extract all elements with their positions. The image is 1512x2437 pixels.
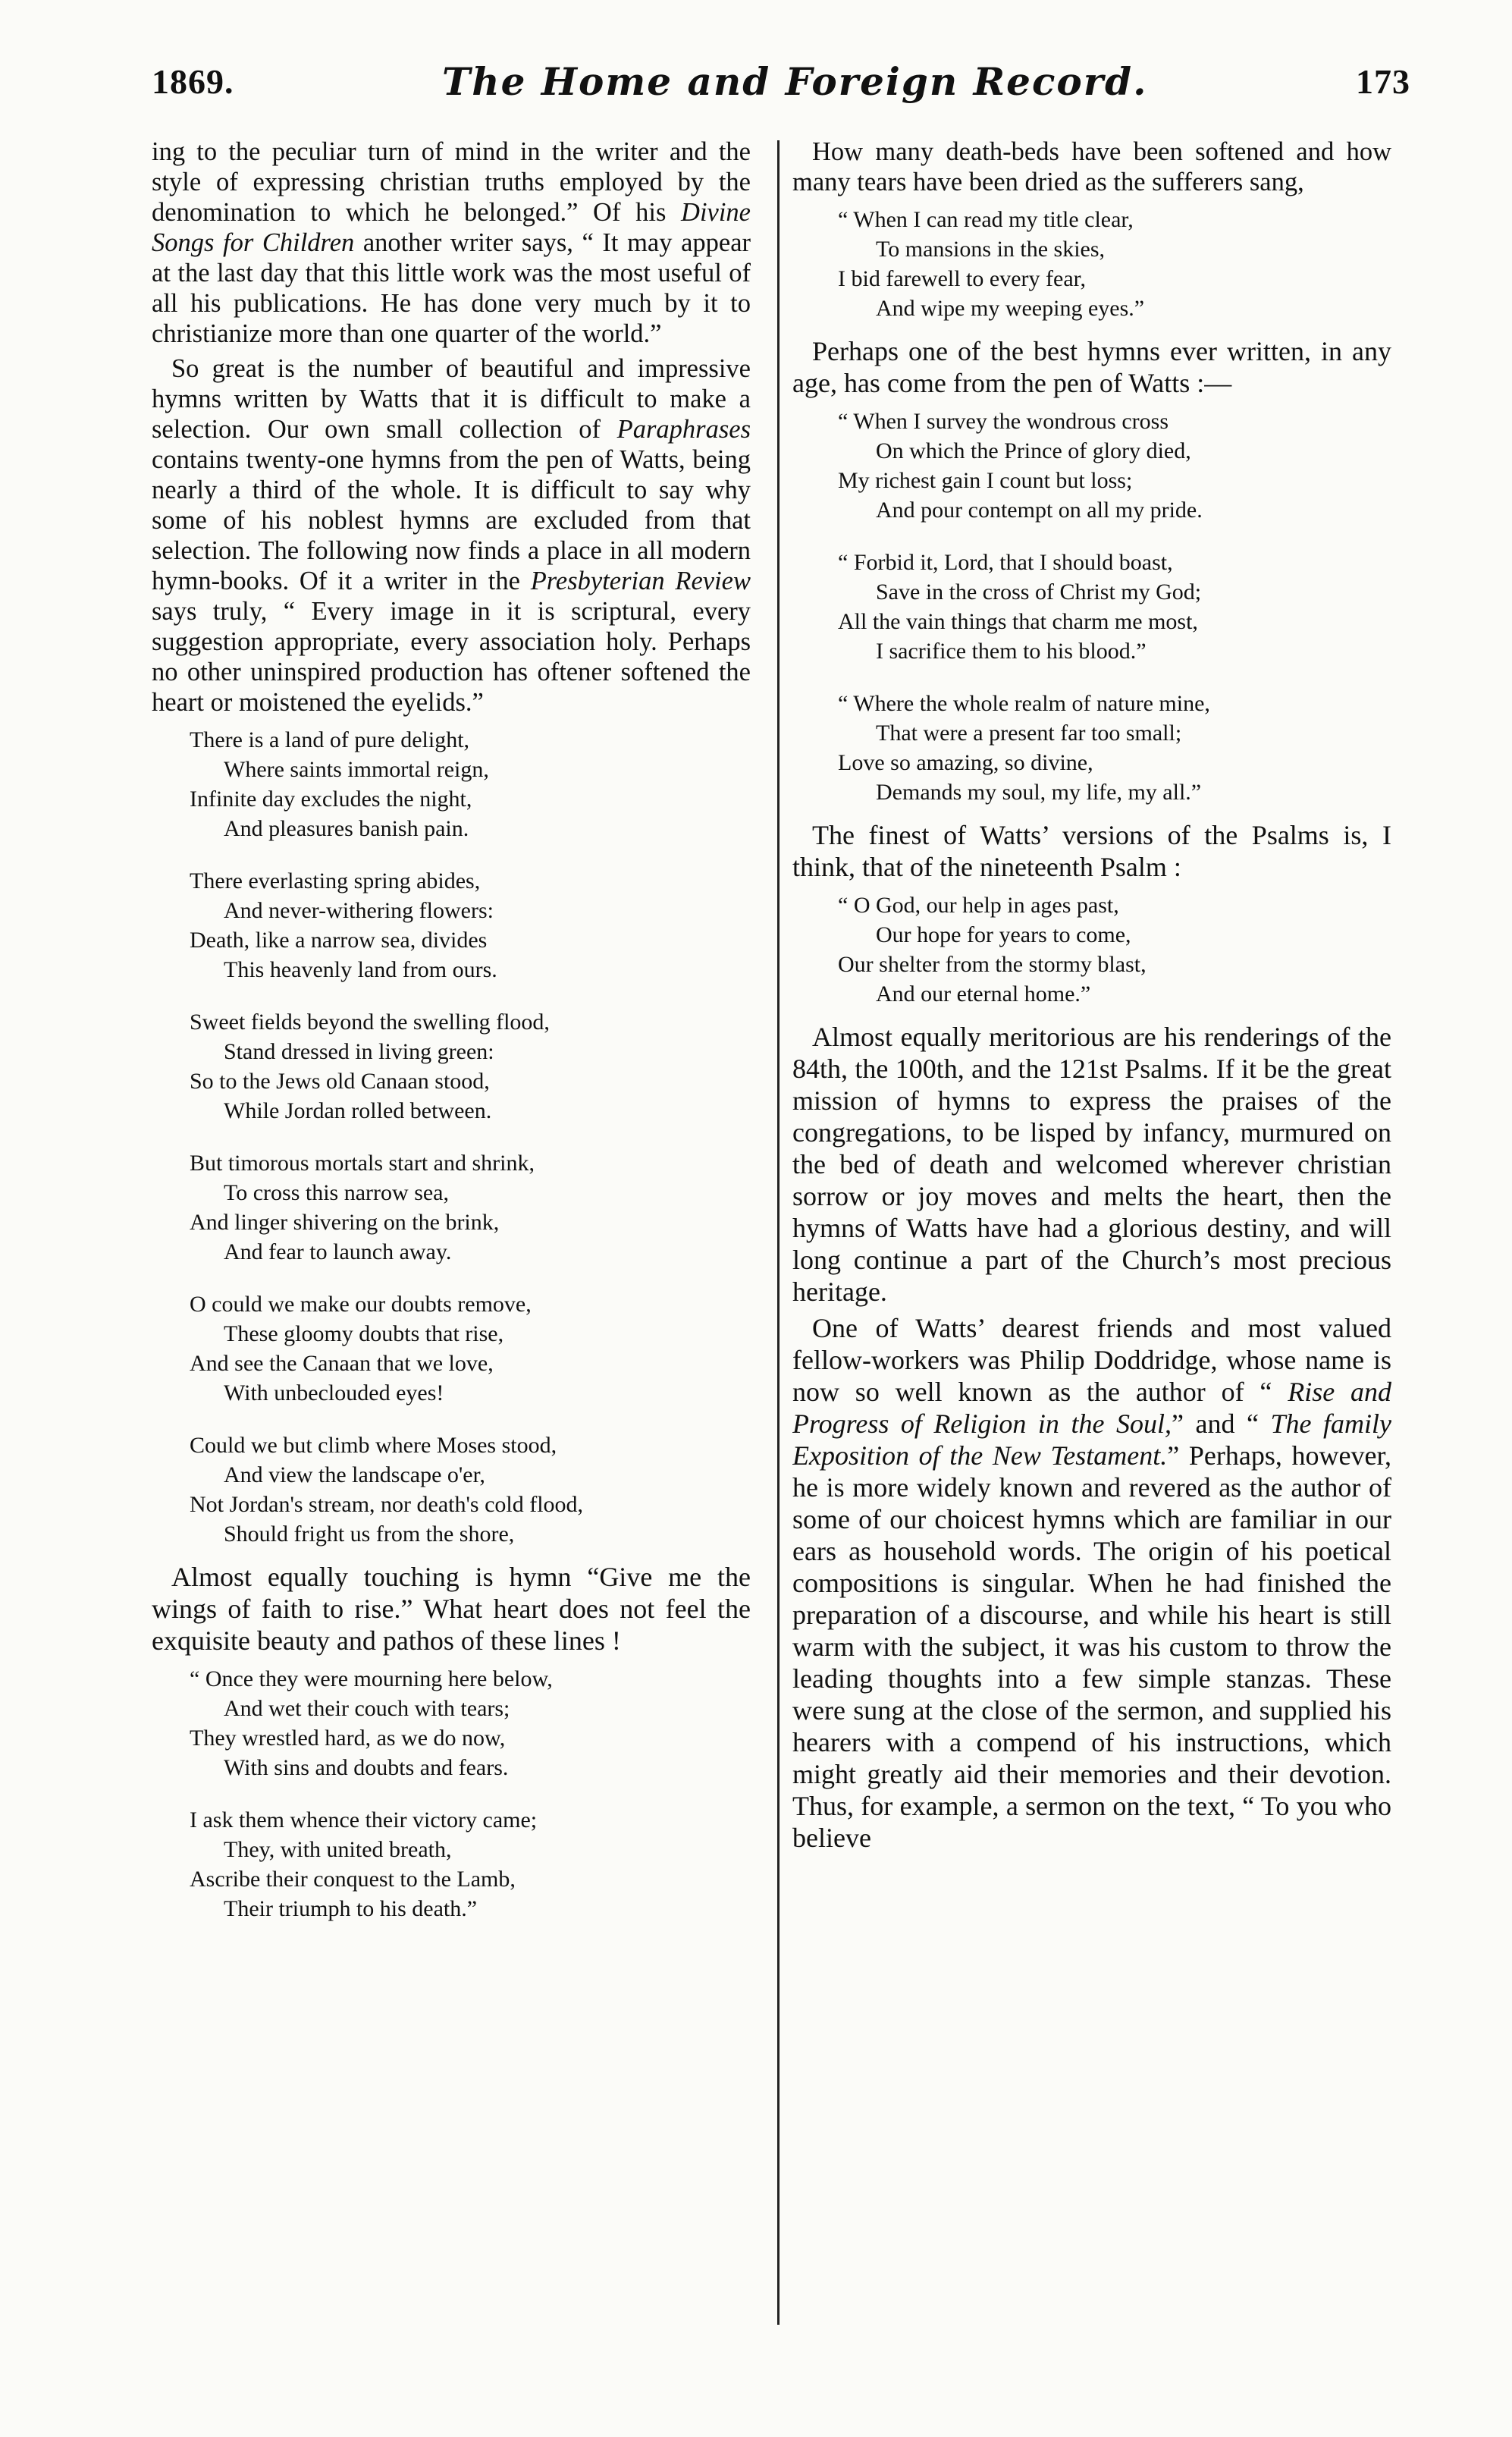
- stanza: [152, 1289, 751, 1408]
- verse-line: Our shelter from the stormy blast,: [838, 952, 1147, 977]
- stanza: [152, 866, 751, 985]
- verse-line: There everlasting spring abides,: [190, 868, 481, 893]
- verse-line: There is a land of pure delight,: [190, 727, 470, 752]
- verse-line: Their triumph to his death.”: [224, 1896, 478, 1921]
- paragraph: ing to the peculiar turn of mind in the writer and the style of expressing christian truths employed by the denomination to which he belonged.” Of his Divine Songs for Children another writer says, “ It may appear at the last day that this little work was the most useful of all his publications. He has done very much by it to christianize more than one quarter of the world.”: [152, 137, 751, 348]
- verse-line: “ Forbid it, Lord, that I should boast,: [838, 550, 1173, 575]
- verse-line: “ O God, our help in ages past,: [838, 893, 1119, 918]
- verse-line: To mansions in the skies,: [876, 237, 1106, 262]
- stanza: [152, 1007, 751, 1126]
- journal-title: The Home and Foreign Record.: [442, 58, 1148, 104]
- verse-line: These gloomy doubts that rise,: [224, 1321, 504, 1346]
- verse-line: I bid farewell to every fear,: [838, 266, 1086, 291]
- verse-line: Should fright us from the shore,: [224, 1522, 515, 1547]
- stanza: [152, 1430, 751, 1549]
- verse-line: With sins and doubts and fears.: [224, 1755, 509, 1780]
- verse-line: With unbeclouded eyes!: [224, 1380, 444, 1405]
- verse-line: I ask them whence their victory came;: [190, 1807, 538, 1832]
- verse-line: “ Where the whole realm of nature mine,: [838, 691, 1210, 716]
- verse-line: My richest gain I count but loss;: [838, 468, 1133, 493]
- verse-line: “ Once they were mourning here below,: [190, 1666, 553, 1691]
- verse-line: Where saints immortal reign,: [224, 757, 489, 782]
- verse-line: Our hope for years to come,: [876, 922, 1131, 947]
- stanza: [152, 1664, 751, 1782]
- verse-line: “ When I can read my title clear,: [838, 207, 1134, 232]
- paragraph: Almost equally touching is hymn “Give me the wings of faith to rise.” What heart does not feel the exquisite beauty and pathos of these lines !: [152, 1562, 751, 1656]
- verse-line: Love so amazing, so divine,: [838, 750, 1093, 775]
- paragraph: Almost equally meritorious are his renderings of the 84th, the 100th, and the 121st Psalms. If it be the great mission of hymns to express the praises of the congregations, to be lisped by infancy, murmured on the bed of death and welcomed wherever christian sorrow or joy moves and melts the heart, then the hymns of Watts have had a glorious destiny, and will long continue a part of the Church’s most precious heritage.: [792, 1022, 1391, 1307]
- verse-line: They, with united breath,: [224, 1837, 452, 1862]
- left-column: [152, 137, 751, 2321]
- verse-line: They wrestled hard, as we do now,: [190, 1726, 506, 1751]
- verse-line: Not Jordan's stream, nor death's cold flood,: [190, 1492, 584, 1517]
- verse-line: That were a present far too small;: [876, 721, 1182, 746]
- verse-line: Could we but climb where Moses stood,: [190, 1433, 557, 1458]
- verse-line: Infinite day excludes the night,: [190, 787, 472, 812]
- verse-line: And pleasures banish pain.: [224, 816, 469, 841]
- verse-line: And see the Canaan that we love,: [190, 1351, 494, 1376]
- verse-line: This heavenly land from ours.: [224, 957, 497, 982]
- paragraph: The finest of Watts’ versions of the Psalms is, I think, that of the nineteenth Psalm :: [792, 820, 1391, 882]
- verse-line: I sacrifice them to his blood.”: [876, 639, 1147, 664]
- page-number: 173: [1356, 61, 1410, 101]
- page-header: [152, 47, 1410, 115]
- hymn-when-i-survey: [792, 407, 1391, 807]
- verse-line: All the vain things that charm me most,: [838, 609, 1198, 634]
- verse-line: On which the Prince of glory died,: [876, 438, 1191, 463]
- hymn-when-i-can-read: [792, 205, 1391, 323]
- right-column: [792, 137, 1391, 2321]
- verse-line: While Jordan rolled between.: [224, 1098, 492, 1123]
- verse-line: Demands my soul, my life, my all.”: [876, 780, 1202, 805]
- hymn-there-is-a-land: [152, 725, 751, 1549]
- stanza: [792, 205, 1391, 323]
- stanza: [152, 725, 751, 843]
- stanza: [152, 1148, 751, 1267]
- header-year: 1869.: [152, 61, 234, 101]
- verse-line: Sweet fields beyond the swelling flood,: [190, 1010, 550, 1035]
- verse-line: Ascribe their conquest to the Lamb,: [190, 1867, 516, 1892]
- verse-line: And wet their couch with tears;: [224, 1696, 510, 1721]
- stanza: [792, 407, 1391, 525]
- verse-line: And linger shivering on the brink,: [190, 1210, 500, 1235]
- verse-line: And never-withering flowers:: [224, 898, 494, 923]
- paragraph: So great is the number of beautiful and impressive hymns written by Watts that it is difficult to make a selection. Our own small collection of Paraphrases contains twenty-one hymns from the pen of Watts, being nearly a third of the whole. It is difficult to say why some of his noblest hymns are excluded from that selection. The following now finds a place in all modern hymn-books. Of it a writer in the Presbyterian Review says truly, “ Every image in it is scriptural, every suggestion appropriate, every association holy. Perhaps no other uninspired production has oftener softened the heart or moistened the eyelids.”: [152, 354, 751, 717]
- verse-line: So to the Jews old Canaan stood,: [190, 1069, 490, 1094]
- column-rule: [777, 140, 780, 2325]
- verse-line: And pour contempt on all my pride.: [876, 498, 1203, 523]
- stanza: [792, 548, 1391, 666]
- paragraph: Perhaps one of the best hymns ever written, in any age, has come from the pen of Watts :—: [792, 336, 1391, 398]
- verse-line: And wipe my weeping eyes.”: [876, 296, 1145, 321]
- verse-line: To cross this narrow sea,: [224, 1180, 449, 1205]
- verse-line: O could we make our doubts remove,: [190, 1292, 532, 1317]
- verse-line: “ When I survey the wondrous cross: [838, 409, 1169, 434]
- verse-line: But timorous mortals start and shrink,: [190, 1151, 535, 1176]
- hymn-give-me-the-wings: [152, 1664, 751, 1924]
- verse-line: Stand dressed in living green:: [224, 1039, 494, 1064]
- stanza: [792, 890, 1391, 1009]
- paragraph: One of Watts’ dearest friends and most valued fellow-workers was Philip Doddridge, whose name is now so well known as the author of “ Rise and Progress of Religion in the Soul,” and “ The family Exposition of the New Testament.” Perhaps, however, he is more widely known and revered as the author of some of our choicest hymns which are familiar in our ears as household words. The origin of his poetical compositions is singular. When he had finished the preparation of a discourse, and while his heart is still warm with the subject, it was his custom to throw the leading thoughts into a few simple stanzas. These were sung at the close of the sermon, and supplied his hearers with a compend of his instructions, which might greatly aid their memories and their devotion. Thus, for example, a sermon on the text, “ To you who believe: [792, 1313, 1391, 1853]
- stanza: [792, 689, 1391, 807]
- hymn-o-god-our-help: [792, 890, 1391, 1009]
- verse-line: And fear to launch away.: [224, 1239, 452, 1264]
- stanza: [152, 1805, 751, 1924]
- verse-line: Death, like a narrow sea, divides: [190, 928, 488, 953]
- paragraph: How many death-beds have been softened and how many tears have been dried as the sufferers sang,: [792, 137, 1391, 196]
- verse-line: And view the landscape o'er,: [224, 1462, 485, 1487]
- verse-line: Save in the cross of Christ my God;: [876, 579, 1202, 605]
- verse-line: And our eternal home.”: [876, 981, 1091, 1007]
